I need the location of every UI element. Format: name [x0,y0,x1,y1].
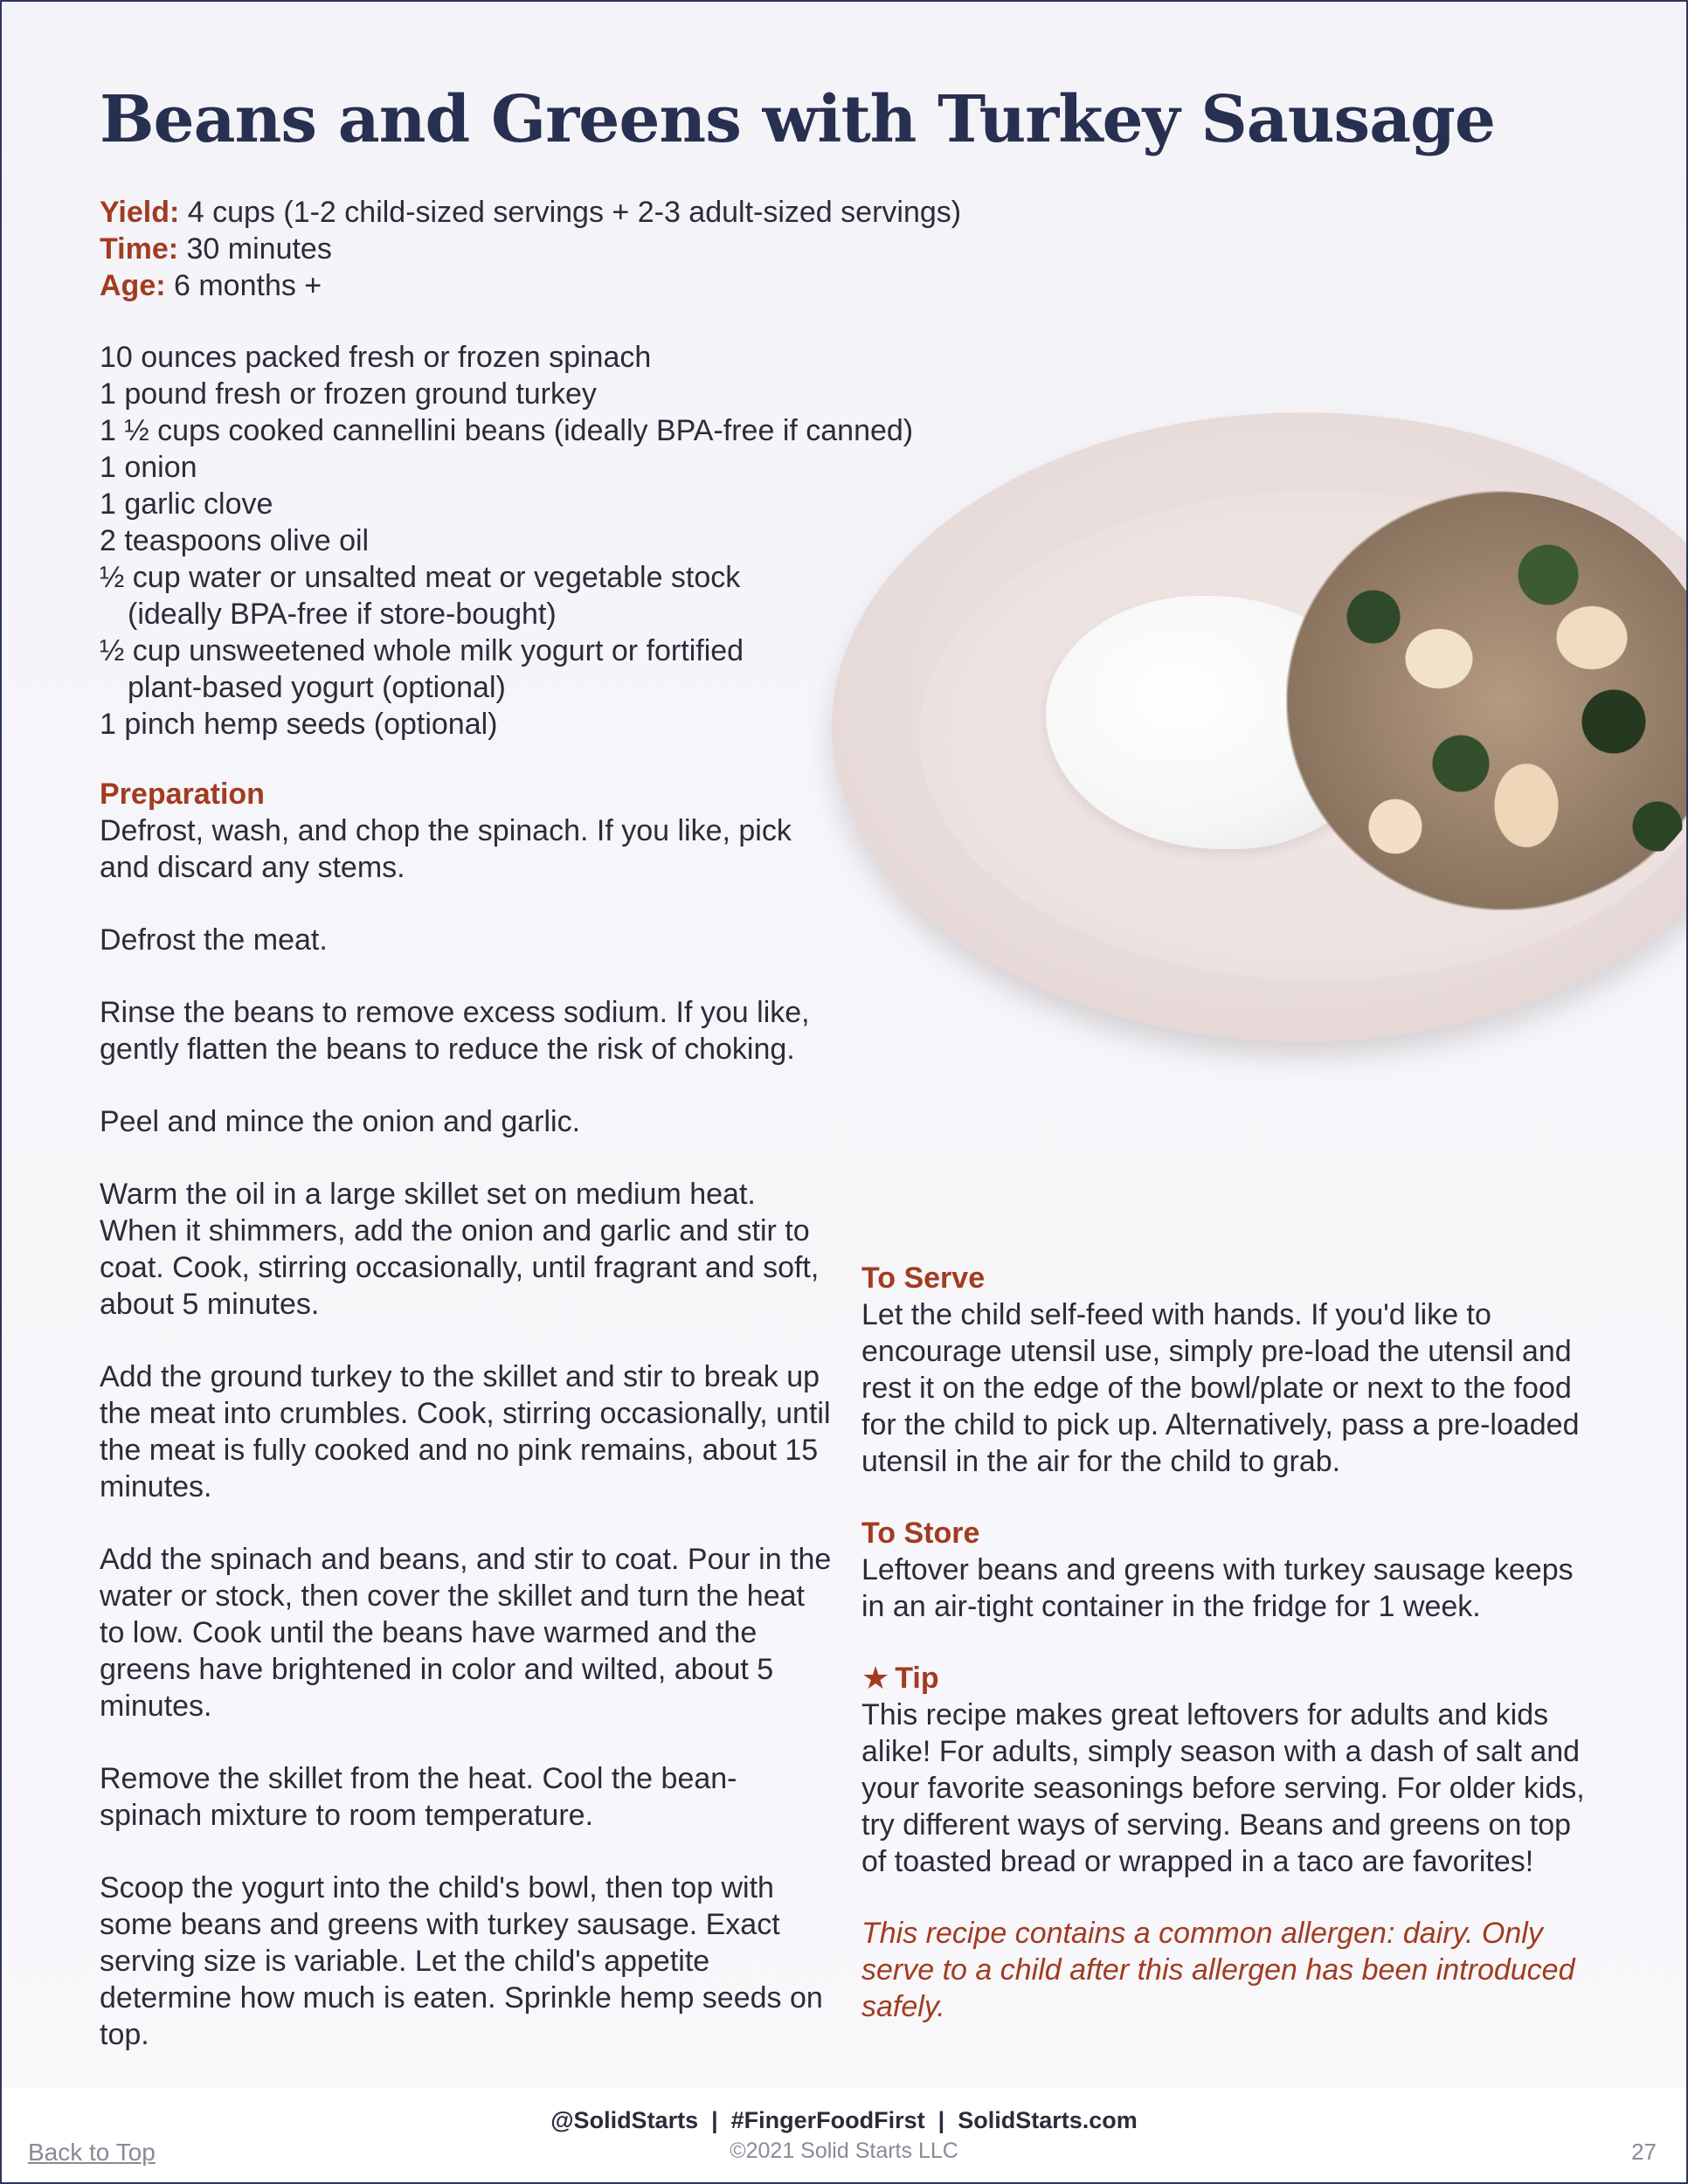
to-serve-title: To Serve [861,1261,986,1295]
preparation-step: Remove the skillet from the heat. Cool the bean-spinach mixture to room temperature. [100,1762,737,1832]
preparation-step: Defrost the meat. [100,923,328,957]
preparation-step: Warm the oil in a large skillet set on medium heat. When it shimmers, add the onion and garlic and stir to coat. Cook, stirring occasionally, until fragrant and soft, about 5 minutes. [100,1178,820,1321]
ingredient-list [100,339,913,743]
age-line [100,267,961,304]
time-value: 30 minutes [178,232,332,266]
preparation-section [100,776,834,2089]
star-icon: ★ [861,1660,890,1696]
age-value: 6 months + [165,269,322,302]
ingredient-item: 1 onion [100,451,197,484]
ingredient-item: 10 ounces packed fresh or frozen spinach [100,341,652,374]
tip-heading [861,1660,1595,1697]
dish-photo [806,386,1688,1102]
ingredient-item: 1 ½ cups cooked cannellini beans (ideally BPA-free if canned) [100,414,914,447]
ingredient-item: ½ cup water or unsalted meat or vegetable stock (ideally BPA-free if store-bought) [100,561,741,631]
preparation-step: Add the spinach and beans, and stir to coat. Pour in the water or stock, then cover the skillet and turn the heat to low. Cook until the beans have warmed and the greens have brightened in color and wilted, about 5 minutes. [100,1543,832,1723]
page-number: 27 [1631,2139,1657,2165]
preparation-step: Add the ground turkey to the skillet and stir to break up the meat into crumbles. Cook, stirring occasionally, until the meat is fully cooked and no pink remains, about 15 minutes. [100,1360,831,1503]
time-label: Time: [100,232,179,266]
preparation-step: Peel and mince the onion and garlic. [100,1105,581,1138]
preparation-step: Rinse the beans to remove excess sodium. If you like, gently flatten the beans to reduce the risk of choking. [100,996,810,1066]
ingredient-item: 1 pinch hemp seeds (optional) [100,708,498,741]
yield-line [100,194,961,231]
to-serve-section [861,1260,1595,1480]
to-serve-text: Let the child self-feed with hands. If you'd like to encourage utensil use, simply pre-load the utensil and rest it on the edge of the bowl/plate or next to the food for the child to pick up. Alternatively, pass a pre-loaded utensil in the air for the child to grab. [861,1298,1580,1478]
preparation-step: Defrost, wash, and chop the spinach. If you like, pick and discard any stems. [100,814,792,884]
ingredient-item: 1 pound fresh or frozen ground turkey [100,377,597,411]
footer [2,2088,1686,2182]
right-column [861,1260,1595,2025]
recipe-meta [100,194,961,304]
preparation-title: Preparation [100,778,265,811]
yield-value: 4 cups (1-2 child-sized servings + 2-3 adult-sized servings) [179,196,962,229]
beans-and-greens [1286,491,1688,910]
ingredient-item: 2 teaspoons olive oil [100,524,370,557]
back-to-top-link[interactable]: Back to Top [28,2139,156,2166]
time-line [100,231,961,267]
recipe-title: Beans and Greens with Turkey Sausage [100,82,1495,157]
allergen-note: This recipe contains a common allergen: dairy. Only serve to a child after this allergen has been introduced safely. [861,1917,1575,2023]
footer-social-links[interactable]: @SolidStarts | #FingerFoodFirst | SolidStarts.com [550,2107,1138,2133]
tip-section [861,1660,1595,1880]
yield-label: Yield: [100,196,180,229]
to-store-title: To Store [861,1517,980,1550]
preparation-step: Scoop the yogurt into the child's bowl, then top with some beans and greens with turkey sausage. Exact serving size is variable. Let the child's appetite determine how much is eaten. Sprinkle hemp seeds on top. [100,1871,823,2051]
age-label: Age: [100,269,166,302]
to-store-section [861,1515,1595,1625]
ingredient-item: ½ cup unsweetened whole milk yogurt or fortified plant-based yogurt (optional) [100,634,744,704]
tip-text: This recipe makes great leftovers for adults and kids alike! For adults, simply season with a dash of salt and your favorite seasonings before serving. For older kids, try different ways of serving. Beans and greens on top of toasted bread or wrapped in a taco are favorites! [861,1698,1585,1878]
to-store-text: Leftover beans and greens with turkey sausage keeps in an air-tight container in the fridge for 1 week. [861,1553,1574,1623]
ingredient-item: 1 garlic clove [100,487,273,521]
footer-copyright: ©2021 Solid Starts LLC [730,2139,958,2163]
tip-title: Tip [895,1662,939,1695]
